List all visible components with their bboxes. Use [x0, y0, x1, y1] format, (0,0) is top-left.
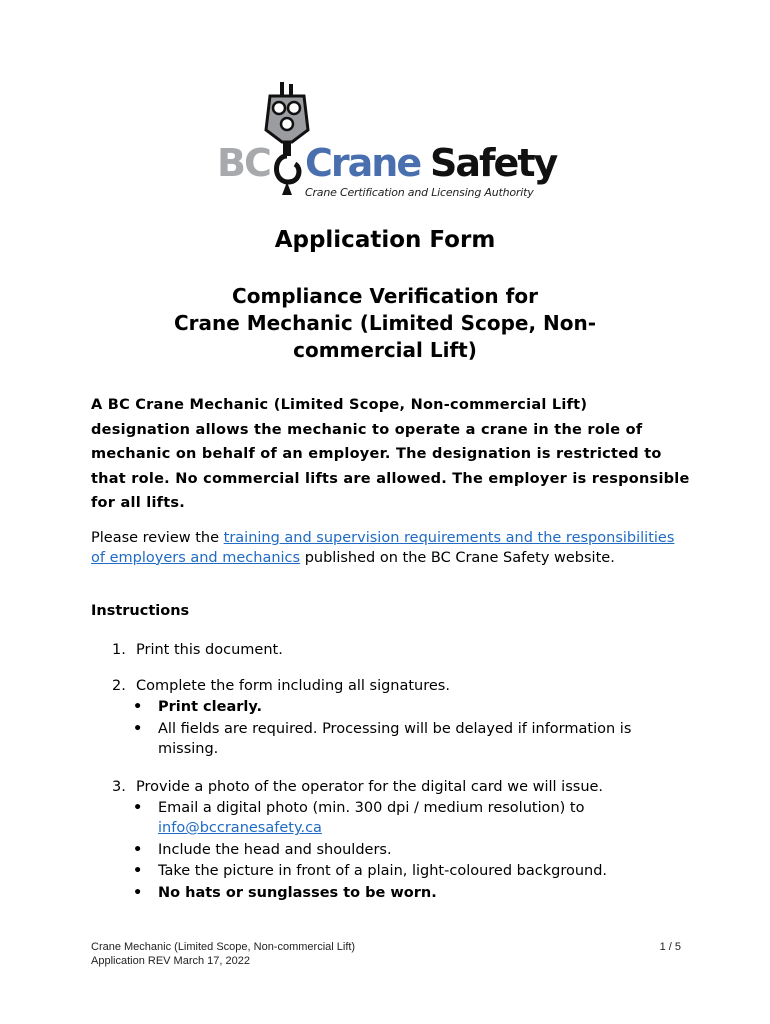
step-text: Print this document. [136, 642, 283, 658]
logo-safety-text: Safety [430, 141, 557, 185]
review-suffix: published on the BC Crane Safety website. [300, 549, 615, 566]
step-number: 1. [112, 642, 126, 658]
bullet-icon: • [133, 885, 143, 901]
page-footer [91, 940, 681, 968]
page-number: 1 / 5 [659, 941, 681, 953]
bullet-text: All fields are required. Processing will be delayed if information is missing. [158, 721, 632, 757]
bullet-text-prefix: Email a digital photo (min. 300 dpi / medium resolution) to [158, 800, 585, 816]
bullet-icon: • [133, 721, 143, 737]
step-number: 2. [112, 678, 126, 694]
review-paragraph [91, 529, 681, 568]
form-subtitle [100, 283, 670, 364]
list-item [133, 861, 673, 881]
logo-bc-text: BC [217, 141, 270, 185]
list-item [133, 798, 673, 838]
instructions-heading: Instructions [91, 603, 190, 619]
step-number: 3. [112, 779, 126, 795]
list-item [133, 883, 673, 903]
bullet-icon: • [133, 842, 143, 858]
bullet-text: Print clearly. [158, 699, 262, 715]
intro-paragraph: A BC Crane Mechanic (Limited Scope, Non-commercial Lift) designation allows the mechanic to operate a crane in the role of mechanic on behalf of an employer. The designation is restricted to that role. No commercial lifts are allowed. The employer is responsible for all lifts. [91, 397, 690, 511]
step-text: Provide a photo of the operator for the digital card we will issue. [136, 779, 604, 795]
bullet-icon: • [133, 699, 143, 715]
subtitle-line-3: commercial Lift) [293, 338, 477, 362]
logo-tagline: Crane Certification and Licensing Authority [305, 186, 534, 199]
bc-crane-safety-logo [0, 82, 770, 206]
bullet-text: Take the picture in front of a plain, light-coloured background. [158, 863, 608, 879]
bullet-text: Include the head and shoulders. [158, 842, 392, 858]
subtitle-line-1: Compliance Verification for [232, 284, 538, 308]
page-title: Application Form [274, 227, 496, 253]
step-text: Complete the form including all signatures. [136, 678, 450, 694]
footer-revision: Application REV March 17, 2022 [91, 955, 250, 967]
bullet-icon: • [133, 800, 143, 816]
list-item [133, 697, 673, 717]
bullet-text [158, 798, 673, 838]
bullet-text: No hats or sunglasses to be worn. [158, 885, 437, 901]
subtitle-line-2: Crane Mechanic (Limited Scope, Non- [173, 311, 597, 335]
list-item [133, 719, 673, 759]
list-item [133, 840, 673, 860]
logo-crane-text: Crane [305, 141, 421, 185]
review-prefix: Please review the [91, 530, 224, 546]
bullet-icon: • [133, 863, 143, 879]
footer-doc-title: Crane Mechanic (Limited Scope, Non-commercial Lift) [91, 941, 356, 953]
email-link[interactable]: info@bccranesafety.ca [158, 820, 322, 836]
requirements-link[interactable]: training and supervision requirements and the responsibilities of employers and mechanics [91, 530, 675, 566]
